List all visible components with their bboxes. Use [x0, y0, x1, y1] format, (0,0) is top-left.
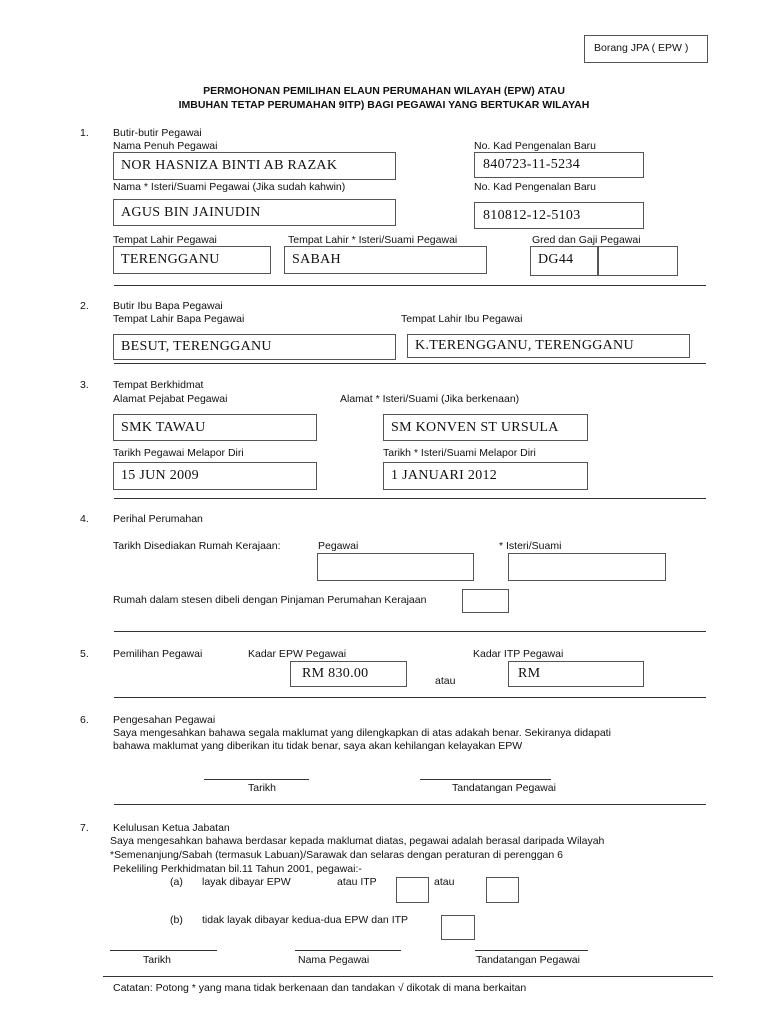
section-1-number: 1.: [80, 127, 89, 139]
section-3-heading: Tempat Berkhidmat: [113, 379, 204, 391]
section-4-number: 4.: [80, 513, 89, 525]
father-label: Tempat Lahir Bapa Pegawai: [113, 313, 245, 325]
isteri-suami-label: * Isteri/Suami: [499, 540, 562, 552]
ic-value: 840723-11-5234: [483, 157, 581, 172]
spouse-office-value: SM KONVEN ST URSULA: [391, 420, 559, 435]
s7-nama: Nama Pegawai: [298, 954, 370, 966]
s7-date-line: [110, 950, 217, 951]
section-3-number: 3.: [80, 379, 89, 391]
s6-signature-line: [420, 779, 551, 780]
salary-field[interactable]: [598, 246, 678, 276]
s6-text-2: bahawa maklumat yang diberikan itu tidak benar, saya akan kehilangan kelayakan EPW: [113, 740, 523, 752]
spouse-report-value: 1 JANUARI 2012: [391, 468, 498, 483]
grade-value: DG44: [538, 252, 574, 267]
section-6-number: 6.: [80, 714, 89, 726]
form-code: Borang JPA ( EPW ): [594, 42, 689, 54]
option-a-atau: atau: [434, 876, 455, 888]
s6-date-line: [204, 779, 309, 780]
section-divider: [114, 697, 706, 698]
option-a-mark: (a): [170, 876, 183, 888]
nama-label: Nama Penuh Pegawai: [113, 140, 218, 152]
father-value: BESUT, TERENGGANU: [121, 339, 272, 354]
loan-checkbox[interactable]: [462, 589, 509, 613]
option-a-text: layak dibayar EPW: [202, 876, 291, 888]
section-5-heading: Pemilihan Pegawai: [113, 648, 203, 660]
spouse-label: Nama * Isteri/Suami Pegawai (Jika sudah kahwin): [113, 181, 346, 193]
section-divider: [114, 498, 706, 499]
s7-name-line: [295, 950, 401, 951]
option-b-checkbox[interactable]: [441, 915, 475, 940]
option-a-itp: atau ITP: [337, 876, 377, 888]
page-title-line2: IMBUHAN TETAP PERUMAHAN 9ITP) BAGI PEGAWAI YANG BERTUKAR WILAYAH: [178, 99, 590, 111]
spouse-office-label: Alamat * Isteri/Suami (Jika berkenaan): [340, 393, 520, 405]
birth-label: Tempat Lahir Pegawai: [113, 234, 217, 246]
office-label: Alamat Pejabat Pegawai: [113, 393, 228, 405]
pegawai-date-field[interactable]: [317, 553, 474, 581]
section-6-heading: Pengesahan Pegawai: [113, 714, 216, 726]
grade-label: Gred dan Gaji Pegawai: [532, 234, 641, 246]
s6-tarikh: Tarikh: [248, 782, 277, 794]
spouse-ic-value: 810812-12-5103: [483, 208, 581, 223]
report-label: Tarikh Pegawai Melapor Diri: [113, 447, 244, 459]
section-1-heading: Butir-butir Pegawai: [113, 127, 202, 139]
section-2-heading: Butir Ibu Bapa Pegawai: [113, 300, 223, 312]
note-text: Catatan: Potong * yang mana tidak berkenaan dan tandakan √ dikotak di mana berkaitan: [113, 982, 527, 994]
option-a-epw-checkbox[interactable]: [396, 877, 429, 903]
section-7-heading: Kelulusan Ketua Jabatan: [113, 822, 230, 834]
spouse-date-field[interactable]: [508, 553, 666, 581]
nama-value: NOR HASNIZA BINTI AB RAZAK: [121, 158, 338, 173]
ic-label: No. Kad Pengenalan Baru: [474, 140, 597, 152]
section-divider: [114, 363, 706, 364]
page-title-line1: PERMOHONAN PEMILIHAN ELAUN PERUMAHAN WILAYAH (EPW) ATAU: [203, 85, 565, 97]
s7-text-3: Pekeliling Perkhidmatan bil.11 Tahun 2001, pegawai:-: [113, 863, 362, 875]
section-5-number: 5.: [80, 648, 89, 660]
section-divider: [114, 285, 706, 286]
spouse-ic-label: No. Kad Pengenalan Baru: [474, 181, 597, 193]
spouse-birth-value: SABAH: [292, 252, 341, 267]
pegawai-label: Pegawai: [318, 540, 359, 552]
s7-tandatangan: Tandatangan Pegawai: [476, 954, 580, 966]
s6-tandatangan: Tandatangan Pegawai: [452, 782, 556, 794]
footer-divider: [103, 976, 713, 977]
itp-value: RM: [518, 666, 541, 681]
section-4-heading: Perihal Perumahan: [113, 513, 203, 525]
section-divider: [114, 804, 706, 805]
mother-label: Tempat Lahir Ibu Pegawai: [401, 313, 523, 325]
spouse-birth-label: Tempat Lahir * Isteri/Suami Pegawai: [288, 234, 458, 246]
s7-signature-line: [475, 950, 588, 951]
section-2-number: 2.: [80, 300, 89, 312]
itp-label: Kadar ITP Pegawai: [473, 648, 564, 660]
s7-text-1: Saya mengesahkan bahawa berdasar kepada maklumat diatas, pegawai adalah berasal daripada Wilayah: [110, 835, 605, 847]
spouse-report-label: Tarikh * Isteri/Suami Melapor Diri: [383, 447, 536, 459]
s7-tarikh: Tarikh: [143, 954, 172, 966]
option-a-itp-checkbox[interactable]: [486, 877, 519, 903]
loan-label: Rumah dalam stesen dibeli dengan Pinjaman Perumahan Kerajaan: [113, 594, 427, 606]
section-7-number: 7.: [80, 822, 89, 834]
s7-text-2: *Semenanjung/Sabah (termasuk Labuan)/Sarawak dan selaras dengan peraturan di perenggan 6: [110, 849, 563, 861]
epw-value: RM 830.00: [302, 666, 369, 681]
spouse-value: AGUS BIN JAINUDIN: [121, 205, 261, 220]
office-value: SMK TAWAU: [121, 420, 206, 435]
provided-label: Tarikh Disediakan Rumah Kerajaan:: [113, 540, 281, 552]
atau-label: atau: [435, 675, 456, 687]
option-b-mark: (b): [170, 914, 183, 926]
birth-value: TERENGGANU: [121, 252, 220, 267]
epw-label: Kadar EPW Pegawai: [248, 648, 347, 660]
s6-text-1: Saya mengesahkan bahawa segala maklumat yang dilengkapkan di atas adakah benar. Sekiranya didapati: [113, 727, 611, 739]
option-b-text: tidak layak dibayar kedua-dua EPW dan ITP: [202, 914, 409, 926]
mother-value: K.TERENGGANU, TERENGGANU: [415, 338, 634, 353]
report-value: 15 JUN 2009: [121, 468, 199, 483]
section-divider: [114, 631, 706, 632]
